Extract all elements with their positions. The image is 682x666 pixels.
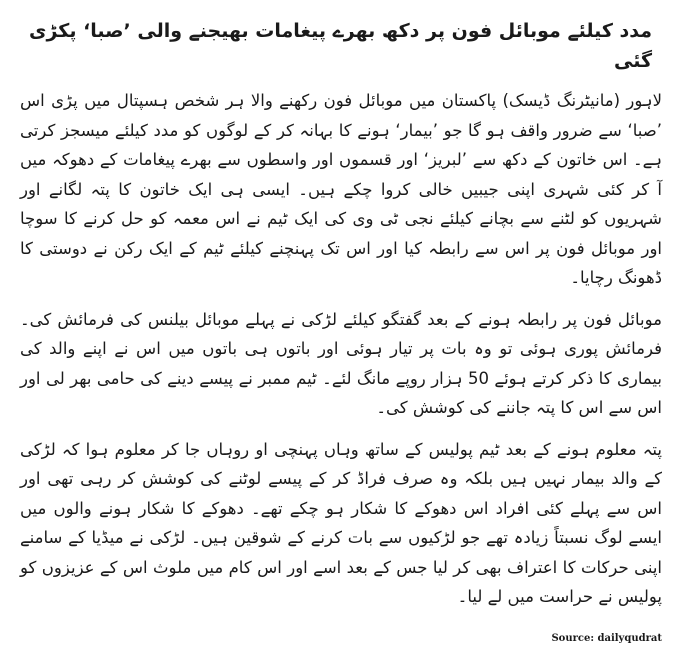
source-credit: Source: dailyqudrat <box>551 633 662 644</box>
article-paragraph: پتہ معلوم ہونے کے بعد ٹیم پولیس کے ساتھ وہاں پہنچی او روہاں جا کر معلوم ہوا کہ لڑکی کے والد بیمار نہیں ہیں بلکہ وہ صرف فراڈ کر کے پیسے لوٹنے کی کوشش کر رہی تھی اور اس سے پہلے کئی افراد اس دھوکے کا شکار ہو چکے تھے۔ دھوکے کا شکار ہونے والوں میں ایسے لوگ نسبتاً زیادہ تھے جو لڑکیوں سے بات کرنے کے شوقین ہیں۔ لڑکی نے میڈیا کے سامنے اپنی حرکات کا اعتراف بھی کر لیا جس کے بعد اسے اور اس کام میں ملوث اس کے عزیزوں کو پولیس نے حراست میں لے لیا۔ <box>20 439 662 606</box>
article-paragraph: لاہور (مانیٹرنگ ڈیسک) پاکستان میں موبائل فون رکھنے والا ہر شخص ہسپتال میں پڑی اس ’صبا‘ سے ضرور واقف ہو گا جو ’بیمار‘ ہونے کا بہانہ کر کے لوگوں کو مدد کیلئے میسجز کرتی ہے۔ اس خاتون کے دکھ سے ’لبریز‘ اور قسموں اور واسطوں سے بھرے پیغامات کے دھوکہ میں آ کر کئی شہری اپنی جیبیں خالی کروا چکے ہیں۔ ایسی ہی ایک خاتون کا پتہ لگانے اور شہریوں کو لٹنے سے بچانے کیلئے نجی ٹی وی کی ایک ٹیم نے اس معمہ کو حل کرنے کا سوچا اور موبائل فون پر اس سے رابطہ کیا اور اس تک پہنچنے کیلئے ٹیم کے ایک رکن نے دوستی کا ڈھونگ رچایا۔ <box>20 91 662 287</box>
article-headline: مدد کیلئے موبائل فون پر دکھ بھرے پیغامات بھیجنے والی ’صبا‘ پکڑی گئی <box>29 20 652 72</box>
article-paragraph: موبائل فون پر رابطہ ہونے کے بعد گفتگو کیلئے لڑکی نے پہلے موبائل بیلنس کی فرمائش کی۔ فرمائش پوری ہوئی تو وہ بات پر تیار ہوئی اور باتوں ہی باتوں میں اس نے اپنے والد کی بیماری کا ذکر کرتے ہوئے 50 ہزار روپے مانگ لئے۔ ٹیم ممبر نے پیسے دینے کی حامی بھر لی اور اس سے اس کا پتہ جاننے کی کوشش کی۔ <box>20 309 662 417</box>
